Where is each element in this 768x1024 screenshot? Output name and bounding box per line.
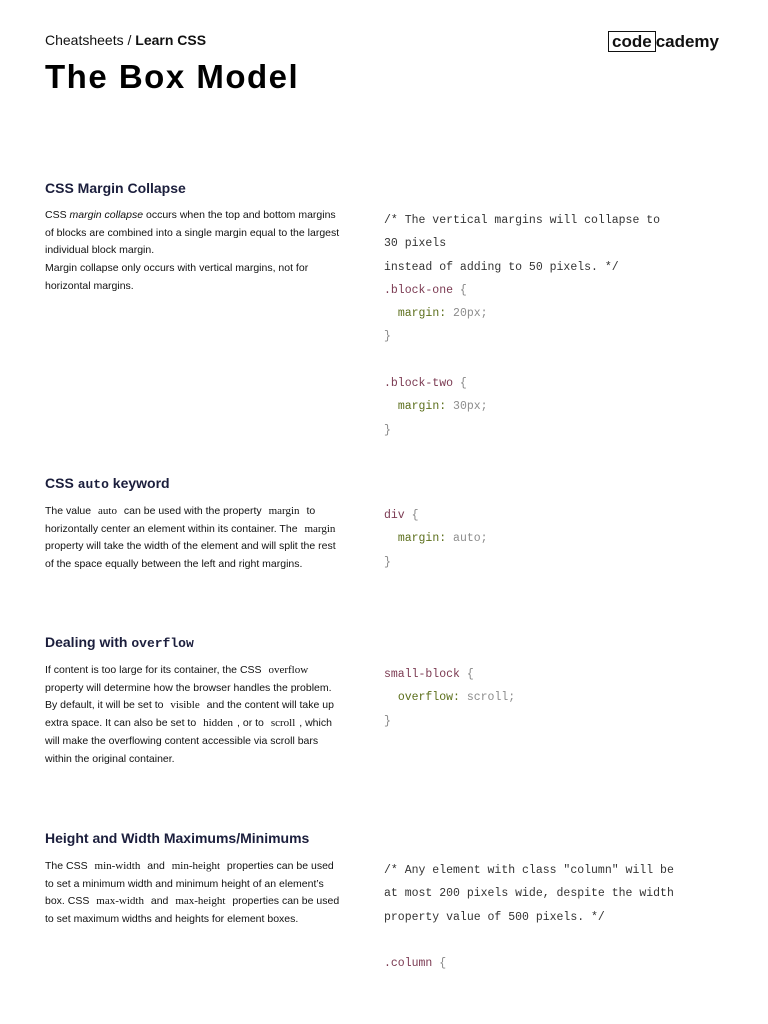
code-colon: : bbox=[453, 691, 460, 705]
desc-text: property will determine how the browser handles the problem. bbox=[45, 681, 332, 694]
code-brace: { bbox=[459, 283, 467, 297]
inline-code: margin bbox=[268, 505, 300, 517]
code-comment: /* The vertical margins will collapse to bbox=[384, 214, 661, 227]
section-desc-auto-keyword bbox=[45, 503, 340, 574]
title-text: keyword bbox=[108, 475, 170, 491]
code-selector: small-block bbox=[384, 668, 460, 681]
breadcrumb-separator: / bbox=[127, 32, 132, 48]
code-block-auto-keyword bbox=[384, 504, 734, 574]
code-selector: div bbox=[384, 509, 405, 522]
code-property: margin bbox=[397, 532, 440, 546]
section-title-min-max: Height and Width Maximums/Minimums bbox=[45, 830, 310, 846]
code-block-margin-collapse bbox=[384, 209, 734, 442]
desc-text: property will take the width of the element and will split the rest of the space equally between the left and right margins. bbox=[45, 540, 336, 571]
inline-code: min-height bbox=[171, 860, 221, 872]
section-title-margin-collapse: CSS Margin Collapse bbox=[45, 180, 186, 196]
inline-code: auto bbox=[98, 505, 117, 517]
desc-paragraph bbox=[45, 662, 340, 697]
breadcrumb-root-link[interactable]: Cheatsheets bbox=[45, 32, 124, 48]
code-comment: at most 200 pixels wide, despite the width bbox=[384, 887, 674, 901]
desc-text: and bbox=[144, 860, 168, 872]
code-brace: { bbox=[466, 668, 474, 681]
logo-box-text: code bbox=[608, 31, 656, 52]
desc-paragraph bbox=[45, 858, 340, 929]
code-brace: } bbox=[384, 330, 391, 344]
desc-paragraph bbox=[45, 207, 340, 260]
desc-text: and the content will take up extra space. It can also be set to bbox=[45, 699, 334, 730]
code-block-overflow bbox=[384, 663, 734, 733]
code-brace: } bbox=[384, 714, 391, 728]
section-desc-min-max bbox=[45, 858, 340, 929]
code-colon: : bbox=[439, 532, 447, 546]
desc-text: occurs when the top and bottom margins of blocks are combined into a single margin equal to the largest individual block margin. bbox=[45, 209, 340, 257]
desc-emphasis: margin collapse bbox=[69, 209, 144, 221]
code-comment: 30 pixels bbox=[384, 237, 447, 251]
section-title-auto-keyword bbox=[45, 475, 170, 492]
code-selector: .column bbox=[384, 957, 433, 971]
desc-text: The CSS bbox=[45, 860, 91, 872]
code-colon: : bbox=[439, 400, 447, 414]
code-semicolon: ; bbox=[480, 307, 488, 321]
section-desc-overflow bbox=[45, 662, 340, 768]
inline-code: overflow bbox=[268, 664, 309, 676]
desc-text: If content is too large for its container, the CSS bbox=[45, 664, 265, 676]
desc-text: and bbox=[147, 895, 172, 908]
code-block-min-max bbox=[384, 859, 734, 975]
code-semicolon: ; bbox=[480, 532, 488, 546]
inline-code: max-width bbox=[96, 895, 144, 908]
desc-paragraph bbox=[45, 697, 340, 768]
code-semicolon: ; bbox=[480, 400, 488, 414]
desc-text: properties can be used to set a minimum width and minimum height of an element’s box. CSS bbox=[45, 860, 334, 908]
inline-code: max-height bbox=[175, 895, 226, 908]
code-brace: } bbox=[384, 423, 391, 437]
code-value: 20px bbox=[453, 307, 481, 321]
inline-code: visible bbox=[170, 699, 200, 712]
desc-paragraph bbox=[45, 503, 340, 574]
title-text: CSS bbox=[45, 475, 78, 491]
inline-code: margin bbox=[304, 522, 336, 535]
breadcrumb bbox=[45, 32, 206, 48]
inline-code: min-width bbox=[94, 860, 141, 872]
section-title-overflow bbox=[45, 634, 194, 651]
title-code: auto bbox=[77, 477, 109, 492]
page-title: The Box Model bbox=[45, 58, 300, 95]
codecademy-logo[interactable] bbox=[608, 31, 719, 52]
breadcrumb-current[interactable]: Learn CSS bbox=[135, 32, 207, 48]
title-code: overflow bbox=[131, 636, 194, 651]
desc-paragraph: Margin collapse only occurs with vertical margins, not for horizontal margins. bbox=[45, 262, 309, 292]
desc-text: to horizontally center an element within its container. The bbox=[45, 505, 316, 535]
code-comment: instead of adding to 50 pixels. */ bbox=[384, 260, 619, 274]
desc-text: By default, it will be set to bbox=[45, 699, 167, 712]
desc-text: can be used with the property bbox=[120, 505, 265, 517]
inline-code: scroll bbox=[270, 717, 296, 730]
title-text: Dealing with bbox=[45, 634, 132, 650]
desc-text: , which will make the overflowing content accessible via scroll bars within the original container. bbox=[45, 717, 332, 765]
code-brace: } bbox=[384, 555, 391, 569]
code-value: scroll bbox=[466, 691, 509, 705]
code-value: auto bbox=[453, 532, 481, 546]
code-brace: { bbox=[439, 957, 447, 971]
desc-text: , or to bbox=[237, 717, 267, 730]
desc-text: properties can be used to set maximum widths and heights for element boxes. bbox=[45, 895, 340, 926]
code-comment: property value of 500 pixels. */ bbox=[384, 910, 605, 924]
code-property: margin bbox=[397, 307, 440, 321]
desc-text: CSS bbox=[45, 209, 70, 221]
code-selector: .block-one bbox=[384, 283, 454, 297]
inline-code: hidden bbox=[203, 717, 234, 730]
code-property: overflow bbox=[397, 691, 454, 705]
logo-rest-text: cademy bbox=[655, 32, 720, 51]
section-desc-margin-collapse bbox=[45, 207, 340, 296]
code-semicolon: ; bbox=[508, 691, 516, 705]
code-brace: { bbox=[411, 509, 419, 522]
code-colon: : bbox=[439, 307, 447, 321]
code-selector: .block-two bbox=[384, 377, 454, 391]
code-comment: /* Any element with class "column" will be bbox=[384, 864, 674, 877]
code-property: margin bbox=[397, 400, 440, 414]
desc-text: The value bbox=[45, 505, 95, 517]
code-brace: { bbox=[459, 377, 467, 391]
code-value: 30px bbox=[453, 400, 481, 414]
